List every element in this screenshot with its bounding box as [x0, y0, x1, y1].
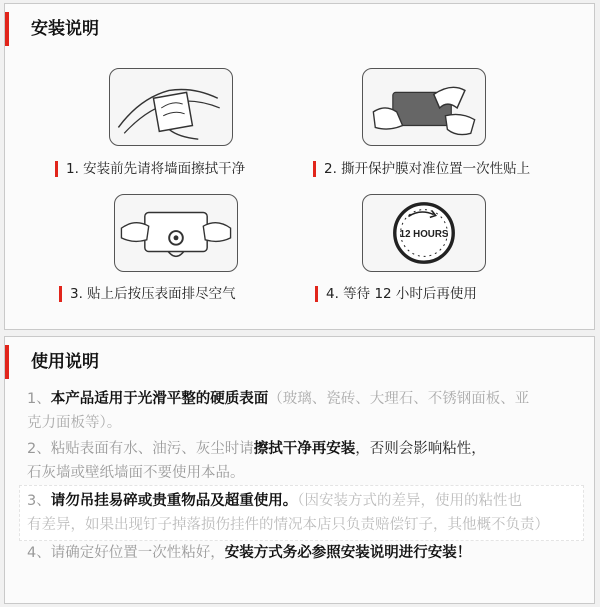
- usage-line-4-bold: 安装方式务必参照安装说明进行安装！: [224, 545, 472, 561]
- usage-line-3-note: （因安装方式的差异，使用的粘性也: [297, 493, 522, 509]
- step-4-caption: 4. 等待 12 小时后再使用: [315, 286, 477, 302]
- install-panel: [4, 3, 595, 330]
- usage-panel: [4, 336, 595, 604]
- usage-line-2-cont: [27, 463, 582, 483]
- press-hook-icon: [114, 194, 238, 272]
- usage-line-1-number: 1、: [27, 391, 51, 407]
- usage-line-1-cont: [27, 413, 582, 433]
- usage-line-1-note-cont: 克力面板等）。: [27, 415, 122, 431]
- install-title: 安装说明: [5, 12, 99, 46]
- usage-line-3-number: 3、: [27, 493, 51, 509]
- clock-icon: [362, 194, 486, 272]
- clock-label: 12 HOURS: [399, 228, 449, 240]
- step-2-caption: 2. 撕开保护膜对准位置一次性贴上: [313, 161, 530, 177]
- step-1-caption: 1. 安装前先请将墙面擦拭干净: [55, 161, 245, 177]
- usage-line-2-start: 2、粘贴表面有水、油污、灰尘时请: [27, 441, 254, 457]
- usage-line-2-end: ，否则会影响粘性，: [355, 441, 486, 457]
- usage-line-2-cont-text: 石灰墙或壁纸墙面不要使用本品。: [27, 465, 245, 481]
- usage-line-4: [27, 543, 582, 563]
- usage-line-2-bold: 擦拭干净再安装: [253, 441, 356, 457]
- usage-line-3: [27, 491, 582, 511]
- usage-title: 使用说明: [5, 345, 99, 379]
- usage-line-2: [27, 439, 582, 459]
- usage-line-3-cont: [27, 515, 582, 535]
- step-3-caption: 3. 贴上后按压表面排尽空气: [59, 286, 236, 302]
- usage-line-1-bold: 本产品适用于光滑平整的硬质表面: [50, 391, 269, 407]
- usage-line-3-bold: 请勿吊挂易碎或贵重物品及超重使用。: [50, 493, 298, 509]
- usage-line-1: [27, 389, 582, 409]
- usage-line-4-start: 4、请确定好位置一次性粘好，: [27, 545, 225, 561]
- usage-line-1-note: （玻璃、瓷砖、大理石、不锈钢面板、亚: [268, 391, 530, 407]
- peel-film-icon: [362, 68, 486, 146]
- wipe-wall-icon: [109, 68, 233, 146]
- usage-line-3-note-cont: 有差异，如果出现钉子掉落损伤挂件的情况本店只负责赔偿钉子，其他概不负责）: [27, 517, 549, 533]
